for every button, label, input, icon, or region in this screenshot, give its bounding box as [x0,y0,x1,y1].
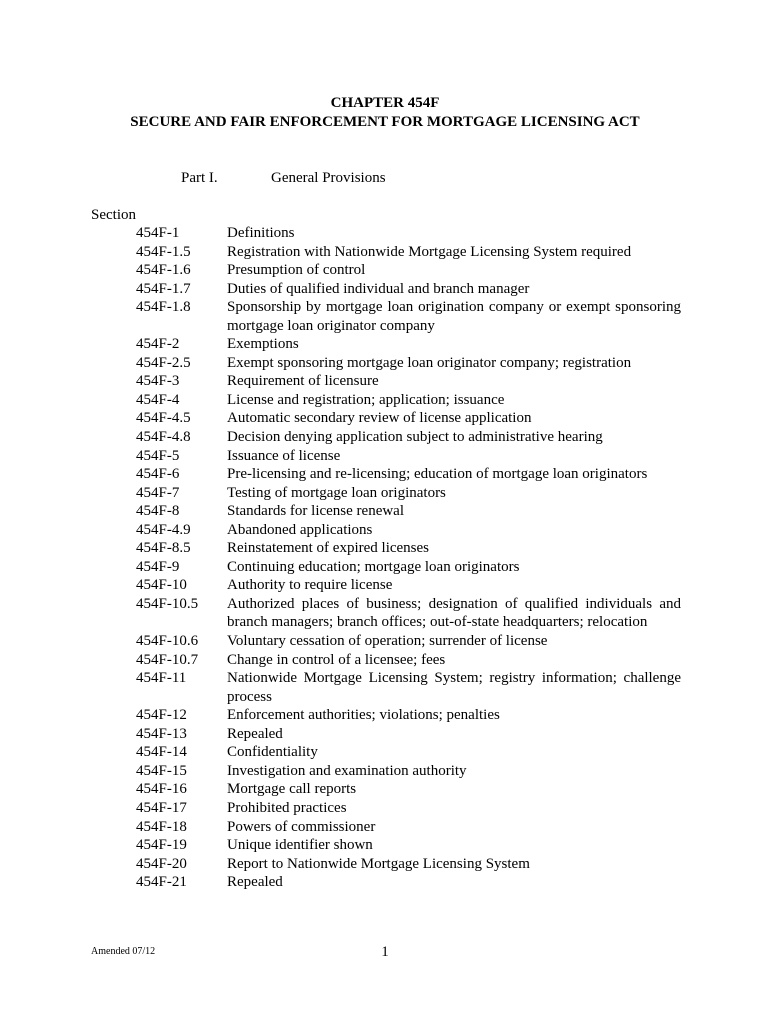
section-number: 454F-1.5 [136,243,191,260]
section-title: Sponsorship by mortgage loan origination company or exempt sponsoring mortgage loan originator company [227,299,681,334]
section-title: License and registration; application; issuance [227,391,505,408]
section-number: 454F-12 [136,707,187,724]
section-number: 454F-17 [136,799,187,816]
section-number: 454F-11 [136,670,187,687]
section-row [136,261,681,280]
section-row [136,706,681,725]
section-number: 454F-3 [136,373,180,390]
section-title: Issuance of license [227,447,341,464]
section-number: 454F-13 [136,725,187,742]
section-number: 454F-15 [136,762,187,779]
section-number: 454F-1.8 [136,299,191,316]
section-row [136,836,681,855]
section-row [136,855,681,874]
section-title: Investigation and examination authority [227,762,467,779]
section-number: 454F-10 [136,577,187,594]
section-row [136,558,681,577]
section-title: Duties of qualified individual and branch manager [227,280,530,297]
section-row [136,447,681,466]
section-row [136,799,681,818]
part-label: Part I. [181,170,218,186]
section-row [136,409,681,428]
section-title: Abandoned applications [227,521,373,538]
section-number: 454F-4 [136,391,180,408]
section-row [136,372,681,391]
section-row [136,873,681,892]
section-row [136,521,681,540]
section-title: Unique identifier shown [227,837,373,854]
section-row [136,243,681,262]
section-title: Repealed [227,874,283,891]
section-number: 454F-1.6 [136,262,191,279]
section-title: Powers of commissioner [227,818,376,835]
section-title: Exempt sponsoring mortgage loan originator company; registration [227,354,632,371]
section-number: 454F-6 [136,466,180,483]
section-row [136,280,681,299]
section-number: 454F-21 [136,874,187,891]
section-row [136,669,681,706]
section-title: Pre-licensing and re-licensing; education of mortgage loan originators [227,466,648,483]
section-number: 454F-8 [136,503,180,520]
section-row [136,743,681,762]
section-number: 454F-19 [136,837,187,854]
section-number: 454F-7 [136,484,180,501]
section-title: Authority to require license [227,577,393,594]
section-title: Exemptions [227,336,299,353]
section-heading: Section [91,207,136,223]
section-title: Change in control of a licensee; fees [227,651,446,668]
section-title: Automatic secondary review of license application [227,410,532,427]
section-title: Mortgage call reports [227,781,357,798]
section-list [136,224,681,892]
section-number: 454F-18 [136,818,187,835]
section-row [136,465,681,484]
section-title: Voluntary cessation of operation; surrender of license [227,633,548,650]
section-title: Testing of mortgage loan originators [227,484,446,501]
section-row [136,632,681,651]
section-row [136,818,681,837]
section-number: 454F-4.9 [136,521,191,538]
section-number: 454F-9 [136,558,180,575]
section-row [136,725,681,744]
section-row [136,484,681,503]
section-number: 454F-14 [136,744,187,761]
section-title: Requirement of licensure [227,373,379,390]
section-title: Report to Nationwide Mortgage Licensing System [227,855,530,872]
section-number: 454F-16 [136,781,187,798]
part-title: General Provisions [271,170,386,186]
section-row [136,224,681,243]
section-title: Authorized places of business; designation of qualified individuals and branch managers; branch offices; out-of-state headquarters; relocation [227,595,681,631]
section-title: Registration with Nationwide Mortgage Licensing System required [227,243,632,260]
act-title: SECURE AND FAIR ENFORCEMENT FOR MORTGAGE LICENSING ACT [130,114,640,130]
section-row [136,335,681,354]
section-number: 454F-10.6 [136,633,199,650]
section-row [136,651,681,670]
section-number: 454F-2 [136,336,180,353]
section-row [136,428,681,447]
section-title: Enforcement authorities; violations; penalties [227,707,500,724]
section-number: 454F-1 [136,225,180,241]
section-title: Repealed [227,725,283,742]
section-number: 454F-4.5 [136,410,191,427]
section-title: Confidentiality [227,744,318,761]
section-number: 454F-10.5 [136,595,199,612]
section-row [136,539,681,558]
section-title: Standards for license renewal [227,503,405,520]
section-number: 454F-8.5 [136,540,191,557]
section-number: 454F-5 [136,447,180,464]
section-row [136,595,681,632]
section-row [136,502,681,521]
page-number: 1 [381,944,389,960]
section-number: 454F-2.5 [136,354,191,371]
section-title: Prohibited practices [227,799,347,816]
section-number: 454F-4.8 [136,429,191,446]
section-row [136,298,681,335]
section-row [136,391,681,410]
section-row [136,354,681,373]
section-row [136,576,681,595]
amended-date: Amended 07/12 [91,946,156,957]
section-row [136,762,681,781]
section-title: Decision denying application subject to administrative hearing [227,429,603,446]
section-title: Reinstatement of expired licenses [227,540,430,557]
section-number: 454F-20 [136,855,187,872]
section-title: Continuing education; mortgage loan originators [227,558,520,575]
chapter-title: CHAPTER 454F [330,95,440,111]
section-number: 454F-10.7 [136,651,199,668]
section-title: Definitions [227,225,295,241]
section-title: Nationwide Mortgage Licensing System; registry information; challenge process [227,670,681,705]
section-title: Presumption of control [227,262,366,279]
section-number: 454F-1.7 [136,280,191,297]
section-row [136,780,681,799]
